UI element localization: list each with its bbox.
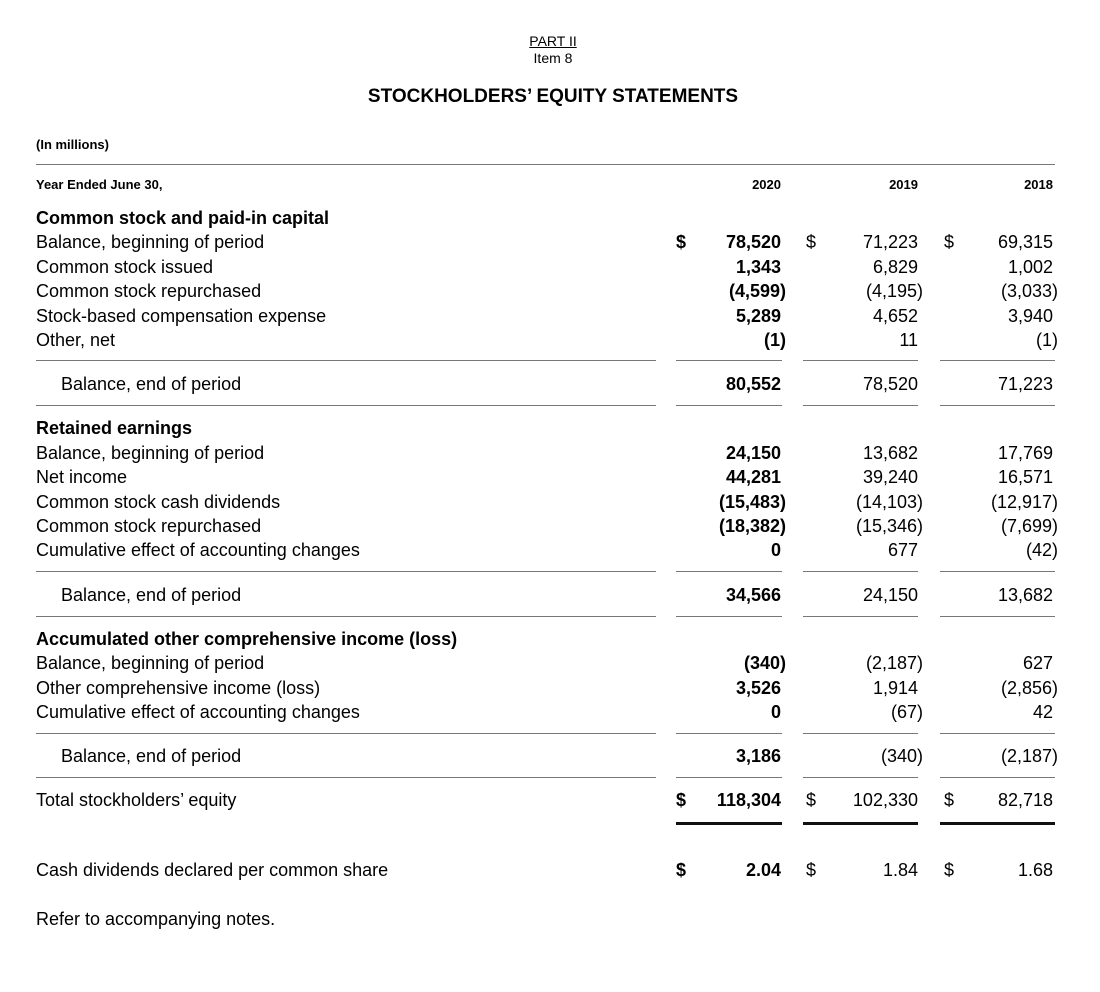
value-2019: (15,346) xyxy=(855,516,923,536)
value-2018: (2,856) xyxy=(1000,678,1058,698)
value-2019: 1,914 xyxy=(872,678,918,698)
value-2018: 69,315 xyxy=(997,232,1053,252)
divider xyxy=(803,405,918,406)
row-label: Common stock and paid-in capital xyxy=(36,208,330,228)
row-label: Cash dividends declared per common share xyxy=(36,860,389,880)
units-label: (In millions) xyxy=(36,137,109,152)
table-row xyxy=(0,859,1100,881)
value-2018: (1) xyxy=(1036,330,1058,350)
value-2020: (15,483) xyxy=(718,492,786,512)
value-2019: 13,682 xyxy=(862,443,918,463)
row-label: Balance, end of period xyxy=(61,746,242,766)
row-label: Common stock issued xyxy=(36,257,214,277)
divider xyxy=(36,733,656,734)
value-2019: 11 xyxy=(899,330,918,350)
table-row xyxy=(0,466,1100,488)
balance-row xyxy=(0,745,1100,767)
value-2020: 80,552 xyxy=(725,374,781,394)
value-2020: 78,520 xyxy=(725,232,781,252)
divider xyxy=(940,571,1055,572)
value-2020: (4,599) xyxy=(728,281,786,301)
value-2018: 16,571 xyxy=(997,467,1053,487)
row-label: Cumulative effect of accounting changes xyxy=(36,702,360,722)
value-2020: 44,281 xyxy=(725,467,781,487)
table-row xyxy=(0,677,1100,699)
row-label: Common stock repurchased xyxy=(36,281,262,301)
divider xyxy=(940,360,1055,361)
divider xyxy=(940,405,1055,406)
value-2020: 3,526 xyxy=(735,678,781,698)
value-2020: (18,382) xyxy=(718,516,786,536)
divider xyxy=(676,571,782,572)
row-label: Balance, end of period xyxy=(61,585,242,605)
year-header-2020: 2020 xyxy=(752,177,781,192)
row-label: Net income xyxy=(36,467,128,487)
row-label: Balance, beginning of period xyxy=(36,653,265,673)
row-label: Retained earnings xyxy=(36,418,193,438)
year-header-2018: 2018 xyxy=(1024,177,1053,192)
value-2018: 42 xyxy=(1032,702,1053,722)
value-2018: 82,718 xyxy=(997,790,1053,810)
value-2018: (7,699) xyxy=(1000,516,1058,536)
value-2018: 627 xyxy=(1022,653,1053,673)
table-row xyxy=(0,256,1100,278)
section-header xyxy=(0,417,1100,439)
value-2020: 0 xyxy=(770,702,781,722)
value-2019: 4,652 xyxy=(872,306,918,326)
divider xyxy=(36,360,656,361)
table-row xyxy=(0,539,1100,561)
value-2019: 6,829 xyxy=(872,257,918,277)
value-2020: 0 xyxy=(770,540,781,560)
row-label: Stock-based compensation expense xyxy=(36,306,327,326)
divider xyxy=(36,616,656,617)
table-row xyxy=(0,789,1100,811)
item-label: Item 8 xyxy=(533,50,573,66)
value-2018: 3,940 xyxy=(1007,306,1053,326)
divider xyxy=(676,777,782,778)
table-row xyxy=(0,231,1100,253)
divider xyxy=(36,164,1055,165)
currency-symbol: $ xyxy=(806,790,817,810)
currency-symbol: $ xyxy=(676,860,687,880)
table-row xyxy=(0,280,1100,302)
divider xyxy=(940,733,1055,734)
value-2020: 2.04 xyxy=(745,860,781,880)
total-underline xyxy=(803,822,918,825)
value-2019: (340) xyxy=(880,746,923,766)
divider xyxy=(803,571,918,572)
value-2019: 78,520 xyxy=(862,374,918,394)
value-2018: 17,769 xyxy=(997,443,1053,463)
table-row xyxy=(0,701,1100,723)
year-header-2019: 2019 xyxy=(889,177,918,192)
currency-symbol: $ xyxy=(944,790,955,810)
divider xyxy=(803,360,918,361)
value-2019: 1.84 xyxy=(882,860,918,880)
table-row xyxy=(0,491,1100,513)
value-2020: 5,289 xyxy=(735,306,781,326)
currency-symbol: $ xyxy=(676,232,687,252)
value-2020: (340) xyxy=(743,653,786,673)
currency-symbol: $ xyxy=(806,860,817,880)
currency-symbol: $ xyxy=(944,232,955,252)
value-2019: (14,103) xyxy=(855,492,923,512)
divider xyxy=(676,405,782,406)
currency-symbol: $ xyxy=(806,232,817,252)
currency-symbol: $ xyxy=(944,860,955,880)
divider xyxy=(676,733,782,734)
year-ended-label: Year Ended June 30, xyxy=(36,177,163,192)
divider xyxy=(676,616,782,617)
currency-symbol: $ xyxy=(676,790,687,810)
value-2020: 3,186 xyxy=(735,746,781,766)
value-2020: 1,343 xyxy=(735,257,781,277)
table-row xyxy=(0,652,1100,674)
row-label: Total stockholders’ equity xyxy=(36,790,237,810)
divider xyxy=(36,777,656,778)
divider xyxy=(36,571,656,572)
divider xyxy=(940,777,1055,778)
table-row xyxy=(0,305,1100,327)
total-underline xyxy=(940,822,1055,825)
value-2020: 34,566 xyxy=(725,585,781,605)
row-label: Balance, end of period xyxy=(61,374,242,394)
value-2020: 24,150 xyxy=(725,443,781,463)
value-2019: 71,223 xyxy=(862,232,918,252)
value-2018: 71,223 xyxy=(997,374,1053,394)
value-2018: (3,033) xyxy=(1000,281,1058,301)
value-2020: (1) xyxy=(764,330,786,350)
value-2018: (42) xyxy=(1025,540,1058,560)
page-title: STOCKHOLDERS’ EQUITY STATEMENTS xyxy=(367,86,739,107)
value-2019: (67) xyxy=(890,702,923,722)
value-2018: 13,682 xyxy=(997,585,1053,605)
value-2019: 102,330 xyxy=(852,790,918,810)
divider xyxy=(676,360,782,361)
divider xyxy=(803,777,918,778)
balance-row xyxy=(0,584,1100,606)
value-2018: 1.68 xyxy=(1017,860,1053,880)
row-label: Balance, beginning of period xyxy=(36,232,265,252)
value-2018: (2,187) xyxy=(1000,746,1058,766)
value-2019: 24,150 xyxy=(862,585,918,605)
footnote: Refer to accompanying notes. xyxy=(36,909,276,929)
row-label: Cumulative effect of accounting changes xyxy=(36,540,360,560)
row-label: Accumulated other comprehensive income (loss) xyxy=(36,629,458,649)
section-header xyxy=(0,207,1100,229)
divider xyxy=(36,405,656,406)
value-2018: (12,917) xyxy=(990,492,1058,512)
divider xyxy=(940,616,1055,617)
part-label: PART II xyxy=(529,33,577,49)
value-2019: 39,240 xyxy=(862,467,918,487)
row-label: Common stock cash dividends xyxy=(36,492,281,512)
value-2019: (4,195) xyxy=(865,281,923,301)
value-2020: 118,304 xyxy=(716,790,781,810)
table-row xyxy=(0,515,1100,537)
value-2018: 1,002 xyxy=(1007,257,1053,277)
divider xyxy=(803,733,918,734)
total-underline xyxy=(676,822,782,825)
divider xyxy=(803,616,918,617)
row-label: Other, net xyxy=(36,330,116,350)
balance-row xyxy=(0,373,1100,395)
table-row xyxy=(0,329,1100,351)
table-row xyxy=(0,442,1100,464)
row-label: Common stock repurchased xyxy=(36,516,262,536)
value-2019: 677 xyxy=(887,540,918,560)
value-2019: (2,187) xyxy=(865,653,923,673)
row-label: Other comprehensive income (loss) xyxy=(36,678,321,698)
row-label: Balance, beginning of period xyxy=(36,443,265,463)
section-header xyxy=(0,628,1100,650)
